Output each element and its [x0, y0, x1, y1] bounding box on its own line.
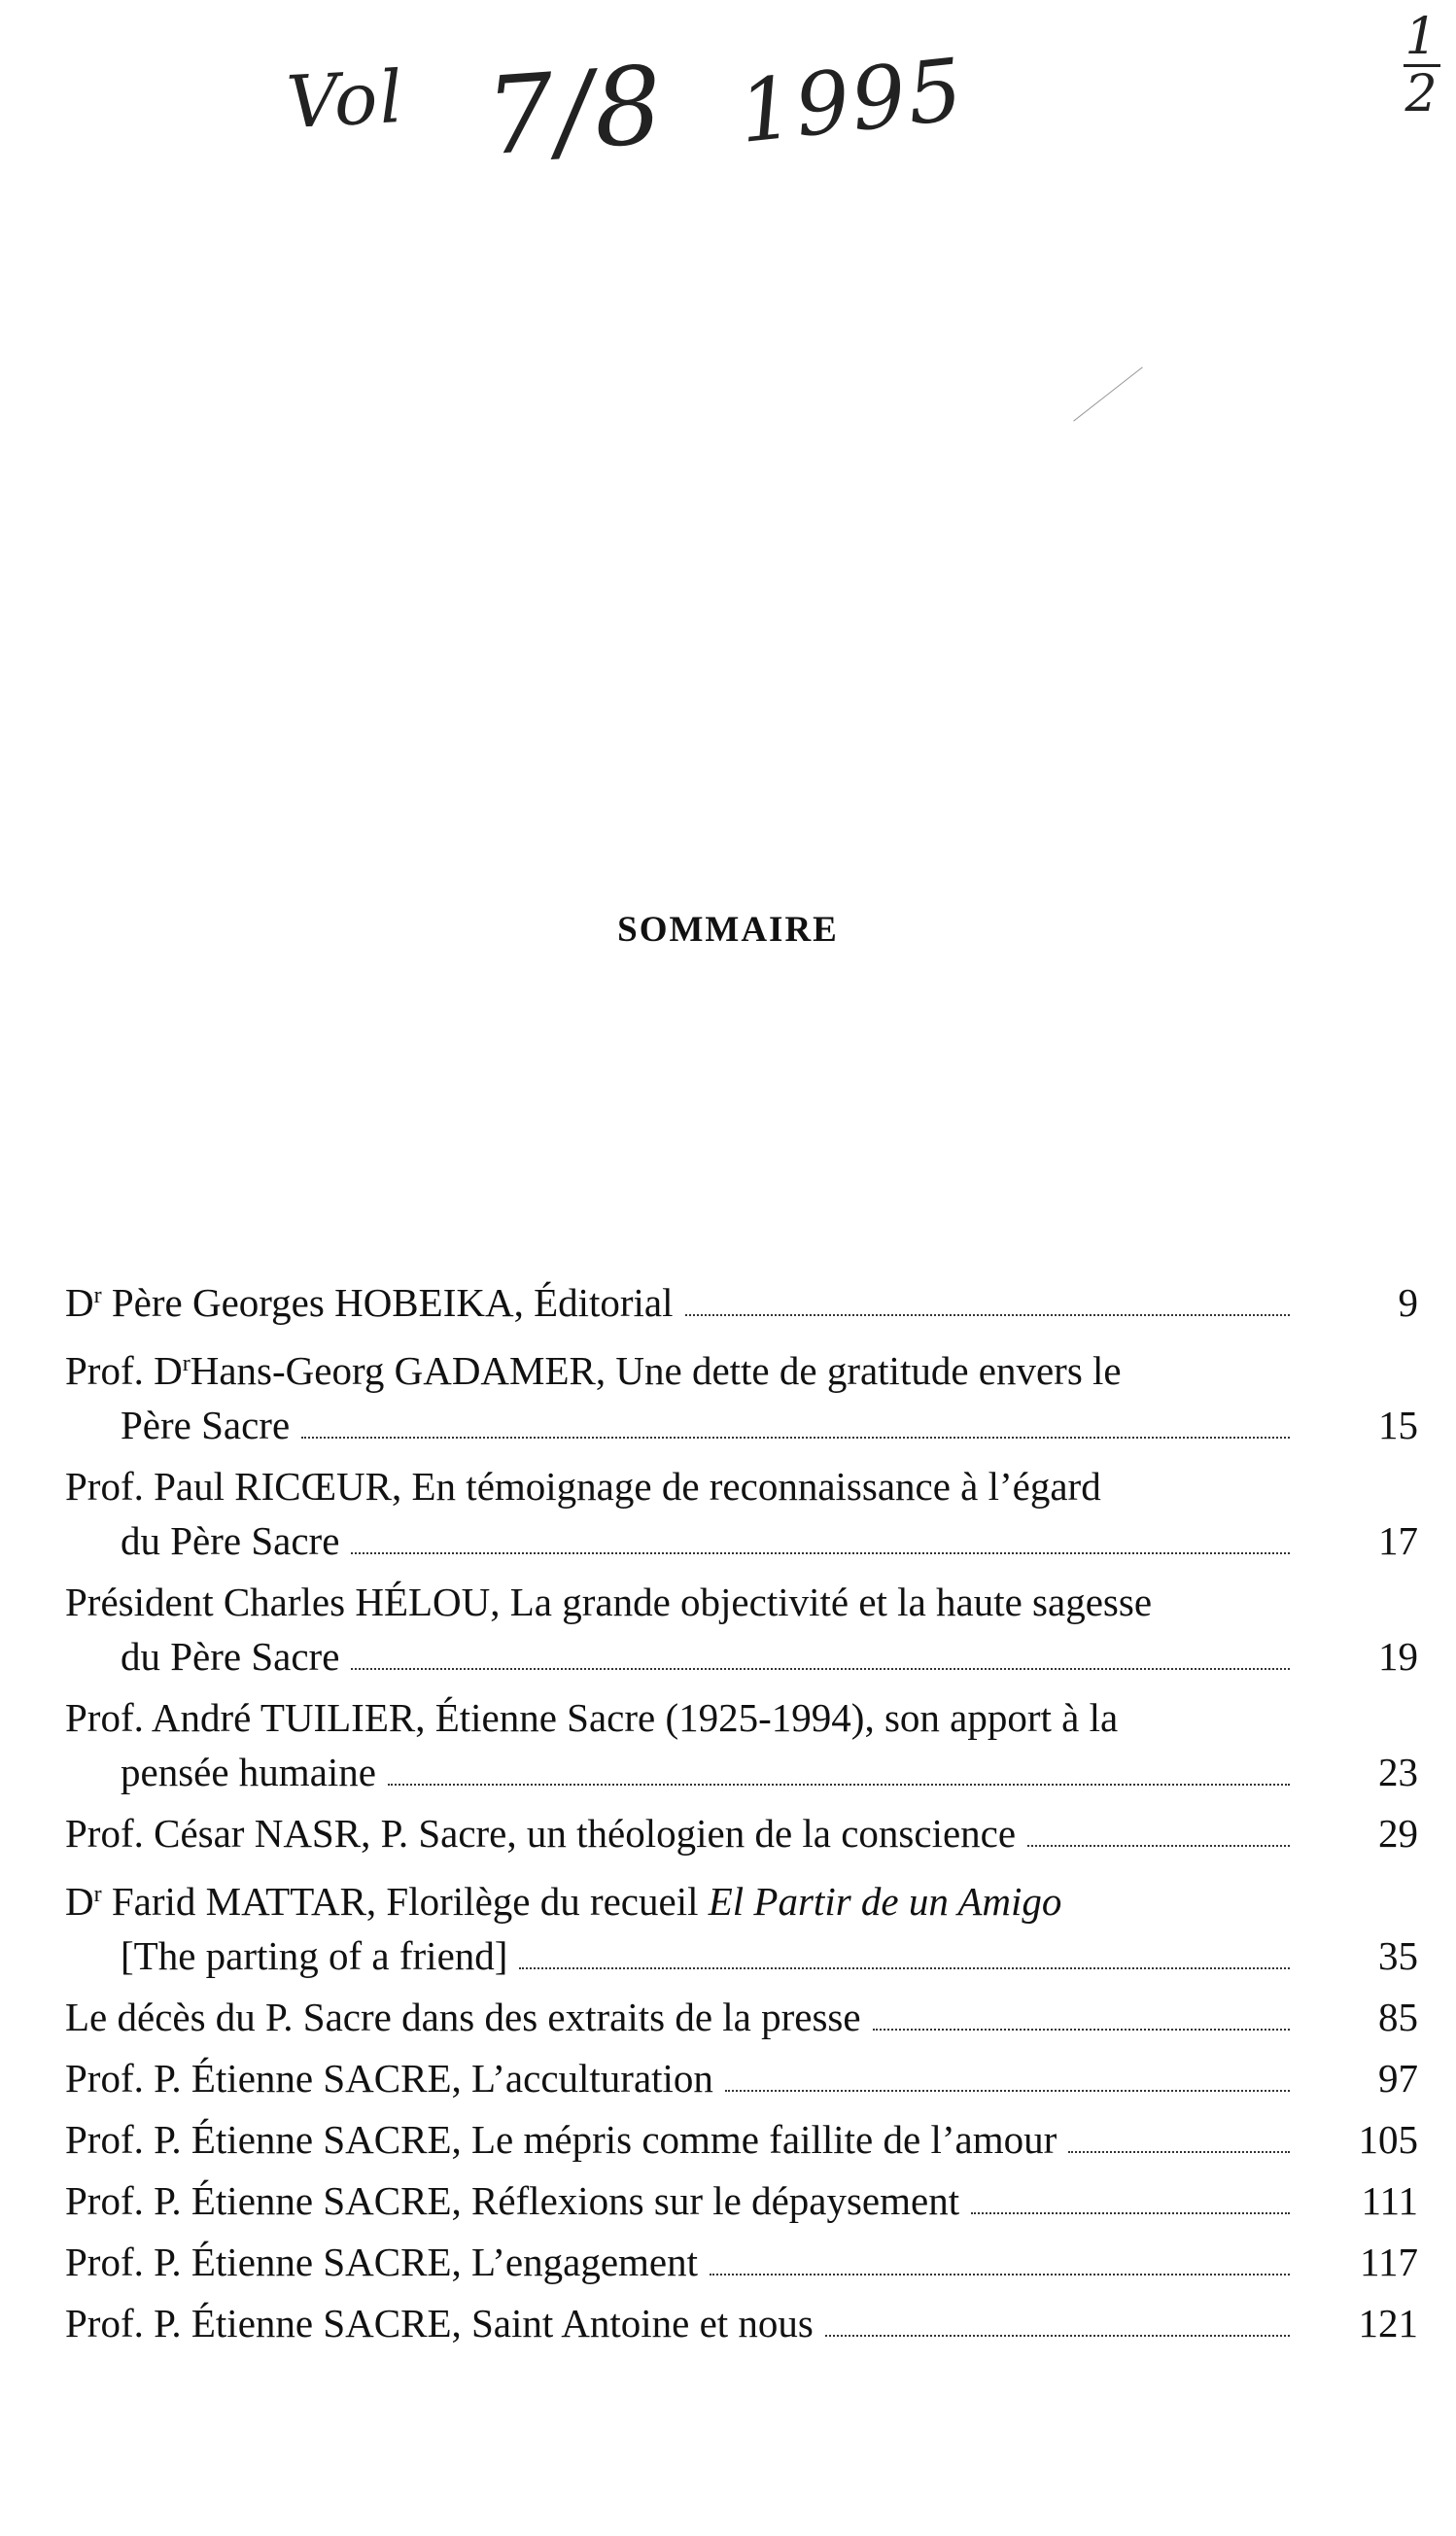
title-superscript: r: [93, 1882, 102, 1907]
entry-text-continued: Père Sacre: [121, 1403, 291, 1447]
toc-entry: [65, 1575, 1418, 1684]
entry-title: [65, 1580, 1152, 1624]
entry-title: [65, 1268, 674, 1330]
entry-title: [65, 1348, 1122, 1393]
toc-entry: [65, 2051, 1418, 2105]
page-number: 111: [1361, 2178, 1418, 2223]
entry-text: Prof. P. Étienne SACRE, L’engagement: [65, 2240, 698, 2284]
handwritten-page-fraction: [1398, 10, 1446, 122]
entry-italic-title: El Partir de un Amigo: [708, 1879, 1062, 1924]
entry-first-line: [65, 1806, 1418, 1860]
page-number: 117: [1360, 2240, 1418, 2284]
toc-entry: [65, 1806, 1418, 1860]
page-title: SOMMAIRE: [617, 910, 839, 950]
entry-first-line: [65, 1337, 1418, 1398]
handwritten-volume-label: Vol: [284, 54, 407, 146]
entry-title: [65, 1464, 1101, 1509]
entry-first-line: [65, 2235, 1418, 2289]
toc-entry: [65, 1990, 1418, 2044]
title-superscript: r: [93, 1283, 102, 1308]
page-number: 23: [1378, 1750, 1418, 1794]
entry-title: [65, 1990, 861, 2044]
dot-leader: [873, 2028, 1290, 2031]
entry-first-line: [65, 2173, 1418, 2228]
entry-first-line: [65, 2051, 1418, 2105]
entry-first-line: [65, 2296, 1418, 2350]
entry-text: Hans-Georg GADAMER, Une dette de gratitude envers le: [190, 1348, 1122, 1393]
entry-second-line: [65, 1398, 1418, 1452]
toc-entry: [65, 1690, 1418, 1799]
dot-leader: [971, 2211, 1290, 2214]
entry-text-continued: pensée humaine: [121, 1750, 376, 1794]
dot-leader: [351, 1667, 1290, 1670]
toc-entry: [65, 2112, 1418, 2167]
entry-second-line: [65, 1928, 1418, 1983]
page-number: 9: [1398, 1280, 1418, 1325]
entry-second-line: [65, 1629, 1418, 1684]
entry-text: Président Charles HÉLOU, La grande objectivité et la haute sagesse: [65, 1580, 1153, 1624]
entry-title: [65, 2112, 1057, 2167]
entry-text: Le décès du P. Sacre dans des extraits de la presse: [65, 1995, 861, 2039]
author-prefix: D: [65, 1879, 94, 1924]
entry-text: Père Georges HOBEIKA, Éditorial: [101, 1280, 674, 1325]
handwritten-year: 1995: [734, 39, 969, 162]
entry-title: [65, 1806, 1016, 1860]
dot-leader: [519, 1966, 1290, 1969]
dot-leader: [825, 2334, 1290, 2337]
entry-text: Prof. César NASR, P. Sacre, un théologien de la conscience: [65, 1811, 1017, 1856]
entry-first-line: [65, 1690, 1418, 1745]
title-superscript: r: [182, 1351, 191, 1376]
entry-first-line: [65, 2112, 1418, 2167]
page-number: 35: [1378, 1933, 1418, 1978]
entry-text: Prof. P. Étienne SACRE, L’acculturation: [65, 2056, 713, 2101]
entry-text-continued: du Père Sacre: [121, 1634, 340, 1679]
entry-second-line: [65, 1513, 1418, 1568]
page-number: 29: [1378, 1811, 1418, 1856]
dot-leader: [710, 2273, 1290, 2275]
toc-entry: [65, 1867, 1418, 1983]
entry-text: Prof. P. Étienne SACRE, Le mépris comme faillite de l’amour: [65, 2117, 1057, 2162]
entry-text-continued: [The parting of a friend]: [121, 1933, 508, 1978]
entry-second-line: [65, 1745, 1418, 1799]
dot-leader: [1068, 2150, 1290, 2153]
entry-text: Prof. P. Étienne SACRE, Réflexions sur le dépaysement: [65, 2178, 960, 2223]
table-of-contents: [65, 1268, 1418, 2357]
handwritten-fraction-top: 1: [1404, 8, 1439, 66]
entry-first-line: [65, 1867, 1418, 1928]
stray-pencil-mark: [1073, 366, 1143, 421]
entry-title: [65, 2296, 814, 2350]
dot-leader: [725, 2089, 1290, 2092]
entry-first-line: [65, 1990, 1418, 2044]
author-prefix: Prof. D: [65, 1348, 183, 1393]
page-number: 17: [1378, 1518, 1418, 1563]
dot-leader: [1027, 1844, 1290, 1847]
page-number: 19: [1378, 1634, 1418, 1679]
entry-title: [65, 2235, 698, 2289]
dot-leader: [685, 1313, 1290, 1316]
entry-title: [65, 2173, 959, 2228]
entry-text: Prof. P. Étienne SACRE, Saint Antoine et nous: [65, 2301, 814, 2345]
dot-leader: [388, 1783, 1290, 1786]
entry-text: Farid MATTAR, Florilège du recueil: [101, 1879, 709, 1924]
page-number: 121: [1358, 2301, 1418, 2345]
dot-leader: [351, 1551, 1290, 1554]
toc-entry: [65, 1337, 1418, 1452]
page-number: 97: [1378, 2056, 1418, 2101]
entry-title: [65, 1695, 1118, 1740]
entry-first-line: [65, 1575, 1418, 1629]
entry-text-continued: du Père Sacre: [121, 1518, 340, 1563]
entry-title: [65, 1879, 1061, 1924]
author-prefix: D: [65, 1280, 94, 1325]
page-number: 105: [1358, 2117, 1418, 2162]
toc-entry: [65, 2296, 1418, 2350]
handwritten-issue-number: 7/8: [481, 42, 669, 180]
toc-entry: [65, 1268, 1418, 1330]
entry-text: Prof. Paul RICŒUR, En témoignage de reconnaissance à l’égard: [65, 1464, 1101, 1509]
entry-title: [65, 2051, 713, 2105]
entry-first-line: [65, 1459, 1418, 1513]
toc-entry: [65, 2173, 1418, 2228]
entry-text: Prof. André TUILIER, Étienne Sacre (1925-1994), son apport à la: [65, 1695, 1119, 1740]
toc-entry: [65, 2235, 1418, 2289]
handwritten-fraction-bottom: 2: [1404, 65, 1439, 123]
dot-leader: [301, 1436, 1290, 1439]
page-number: 15: [1378, 1403, 1418, 1447]
entry-first-line: [65, 1268, 1418, 1330]
page-number: 85: [1378, 1995, 1418, 2039]
toc-entry: [65, 1459, 1418, 1568]
